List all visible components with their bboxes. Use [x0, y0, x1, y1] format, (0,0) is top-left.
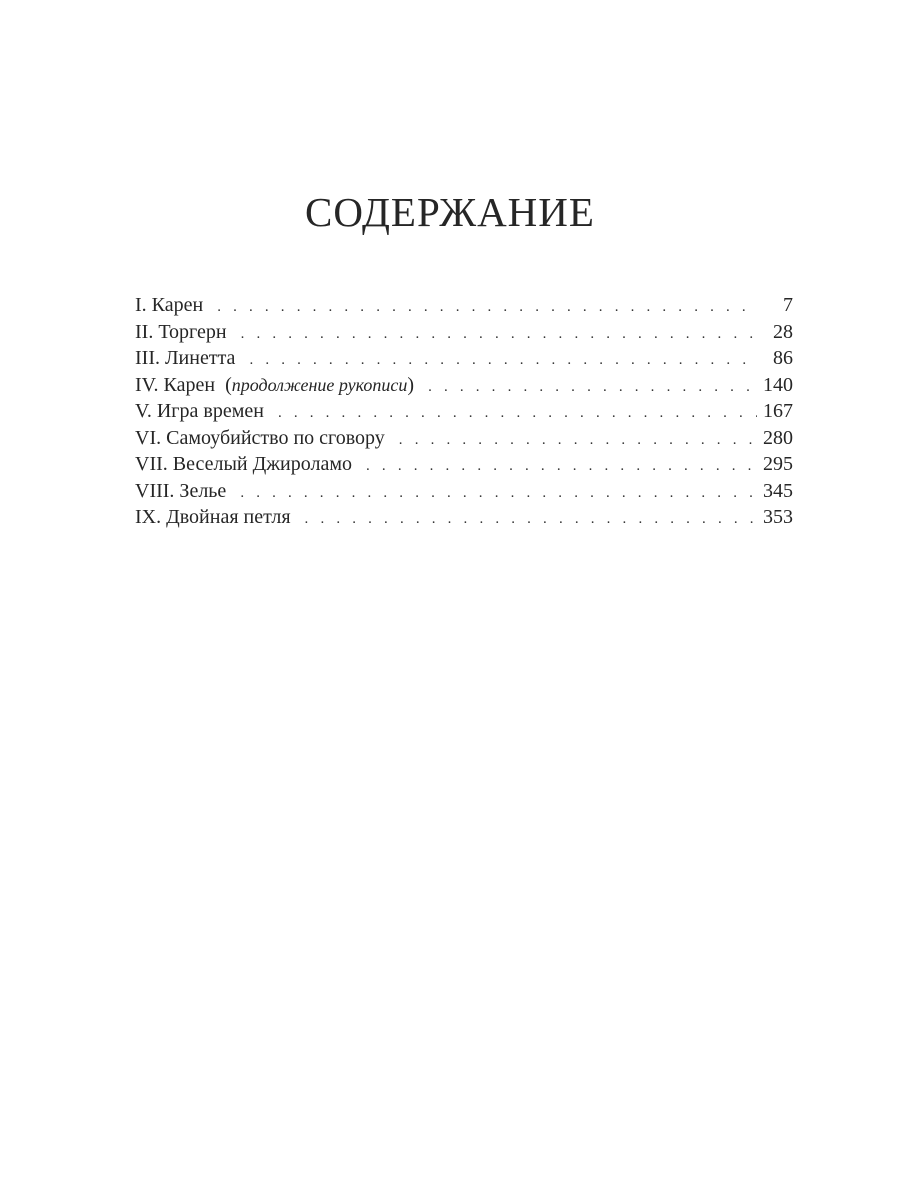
toc-entry[interactable]	[135, 292, 793, 319]
dot-leader	[399, 427, 757, 452]
table-of-contents	[135, 292, 793, 531]
dot-leader	[217, 294, 757, 319]
page-title: СОДЕРЖАНИЕ	[305, 189, 595, 235]
toc-page-number: 7	[783, 294, 793, 316]
toc-page-number: 167	[763, 400, 793, 422]
dot-leader	[278, 400, 757, 425]
dot-leader	[366, 453, 757, 478]
toc-entry-note: продолжение рукописи	[231, 374, 408, 395]
close-parenthesis: )	[407, 373, 415, 396]
toc-entry-title: VII. Веселый Джироламо	[135, 451, 366, 478]
toc-page-number: 353	[763, 506, 793, 528]
toc-page-number: 345	[763, 479, 793, 502]
toc-entry-title-with-note	[135, 372, 428, 399]
toc-entry[interactable]	[135, 398, 793, 425]
dot-leader	[240, 480, 757, 505]
open-parenthesis: (	[225, 373, 232, 396]
toc-entry[interactable]	[135, 372, 793, 399]
toc-entry-title: VIII. Зелье	[135, 478, 240, 505]
dot-leader	[249, 347, 757, 372]
toc-entry-title: V. Игра времен	[135, 398, 278, 425]
toc-entry[interactable]	[135, 425, 793, 452]
toc-page-number: 86	[773, 347, 793, 369]
dot-leader	[241, 321, 757, 346]
toc-entry-title: IV. Карен	[135, 373, 216, 396]
toc-page-number: 140	[763, 373, 793, 396]
toc-entry-title: VI. Самоубийство по сговору	[135, 425, 399, 452]
toc-entry[interactable]	[135, 319, 793, 346]
dot-leader	[428, 374, 757, 399]
toc-entry-title: I. Карен	[135, 292, 217, 319]
toc-page-number: 28	[773, 320, 793, 343]
toc-entry[interactable]	[135, 345, 793, 372]
toc-entry-title: IX. Двойная петля	[135, 504, 305, 531]
toc-entry-title: II. Торгерн	[135, 319, 241, 346]
toc-page-number: 280	[763, 426, 793, 449]
dot-leader	[305, 506, 757, 531]
toc-entry-title: III. Линетта	[135, 345, 249, 372]
toc-entry[interactable]	[135, 478, 793, 505]
toc-entry[interactable]	[135, 504, 793, 531]
toc-entry[interactable]	[135, 451, 793, 478]
toc-page-number: 295	[763, 453, 793, 475]
